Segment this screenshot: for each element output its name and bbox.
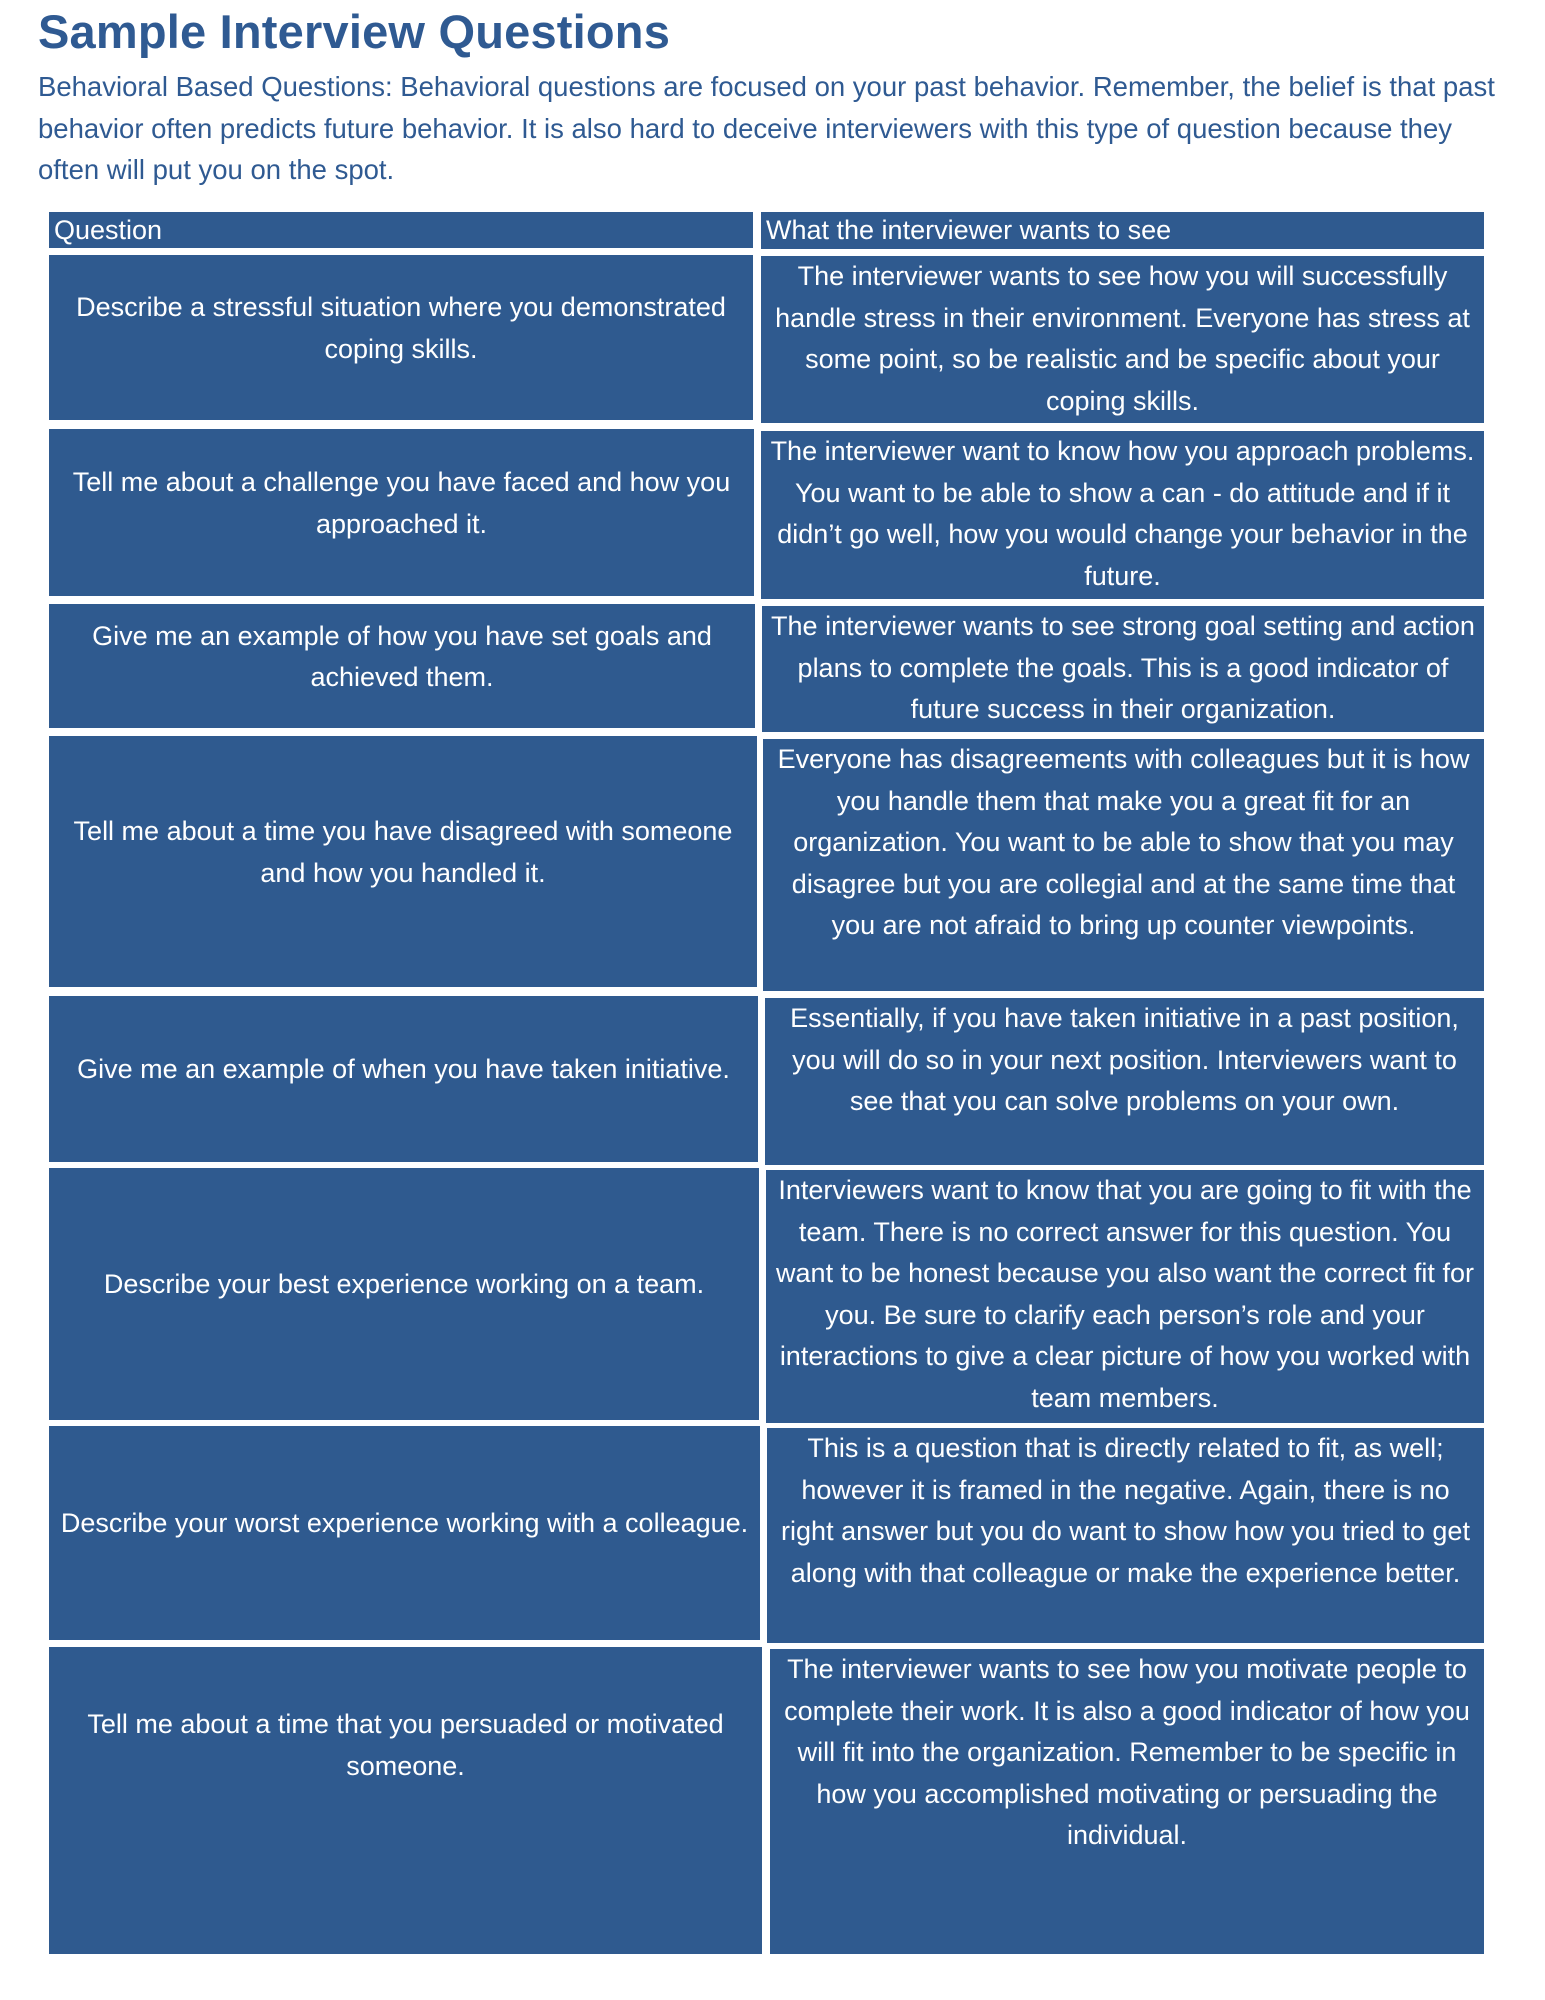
table-row-question <box>49 604 755 728</box>
question-text: Give me an example of how you have set goals and achieved them. <box>92 620 712 692</box>
answer-text: Essentially, if you have taken initiative in a past position, you will do so in your next position. Interviewers want to see that you can solve problems on your own. <box>790 1003 1459 1116</box>
answer-text: The interviewer want to know how you approach problems. You want to be able to show a can - do attitude and if it didn’t go well, how you would change your behavior in the future. <box>770 436 1475 591</box>
table-row-question <box>49 255 753 420</box>
question-text: Tell me about a challenge you have faced and how you approached it. <box>72 467 731 539</box>
table-row-answer <box>770 1649 1484 1954</box>
table-row-question <box>49 996 758 1162</box>
answer-text: This is a question that is directly related to fit, as well; however it is framed in the negative. Again, there is no right answer but you do want to show how you tried to get along with that colleague or make the experience better. <box>781 1433 1470 1588</box>
intro-paragraph: Behavioral Based Questions: Behavioral questions are focused on your past behavior. Remember, the belief is that past behavior often predicts future behavior. It is also hard to deceive interviewers with this type of question because they often will put you on the spot. <box>38 71 1495 185</box>
table-row-question <box>49 1647 762 1954</box>
table-row-answer <box>762 606 1484 732</box>
table-row-question <box>49 736 757 987</box>
column-header-question <box>49 212 753 248</box>
table-row-answer <box>761 256 1484 423</box>
question-text: Tell me about a time you have disagreed with someone and how you handled it. <box>73 816 733 888</box>
column-header-wants-label: What the interviewer wants to see <box>766 215 1172 245</box>
table-row-question <box>49 1168 759 1420</box>
question-text: Describe a stressful situation where you demonstrated coping skills. <box>76 292 726 364</box>
table-row-answer <box>765 998 1484 1165</box>
answer-text: Everyone has disagreements with colleagues but it is how you handle them that make you a great fit for an organization. You want to be able to show that you may disagree but you are collegial and at the same time that you are not afraid to bring up counter viewpoints. <box>777 744 1470 940</box>
table-row-question <box>49 1426 760 1640</box>
table-row-question <box>49 429 754 596</box>
column-header-question-label: Question <box>54 215 163 245</box>
question-text: Describe your best experience working on a team. <box>103 1269 705 1300</box>
answer-text: The interviewer wants to see how you will successfully handle stress in their environment. Everyone has stress at some point, so be realistic and be specific about your coping skills. <box>775 261 1470 416</box>
question-text: Describe your worst experience working with a colleague. <box>60 1508 749 1539</box>
table-row-answer <box>767 1428 1484 1643</box>
question-text: Tell me about a time that you persuaded or motivated someone. <box>87 1709 724 1781</box>
answer-text: Interviewers want to know that you are going to fit with the team. There is no correct answer for this question. You want to be honest because you also want the correct fit for you. Be sure to clarify each person’s role and your interactions to give a clear picture of how you worked with team members. <box>776 1175 1474 1413</box>
table-row-answer <box>766 1170 1484 1423</box>
table-row-answer <box>763 739 1484 991</box>
table-row-answer <box>761 431 1484 599</box>
answer-text: The interviewer wants to see strong goal setting and action plans to complete the goals. This is a good indicator of future success in their organization. <box>771 611 1475 724</box>
column-header-wants <box>761 212 1484 249</box>
page-title: Sample Interview Questions <box>38 5 671 58</box>
question-text: Give me an example of when you have taken initiative. <box>77 1054 730 1085</box>
answer-text: The interviewer wants to see how you motivate people to complete their work. It is also a good indicator of how you will fit into the organization. Remember to be specific in how you accomplished motivating or persuading the individual. <box>784 1654 1470 1850</box>
